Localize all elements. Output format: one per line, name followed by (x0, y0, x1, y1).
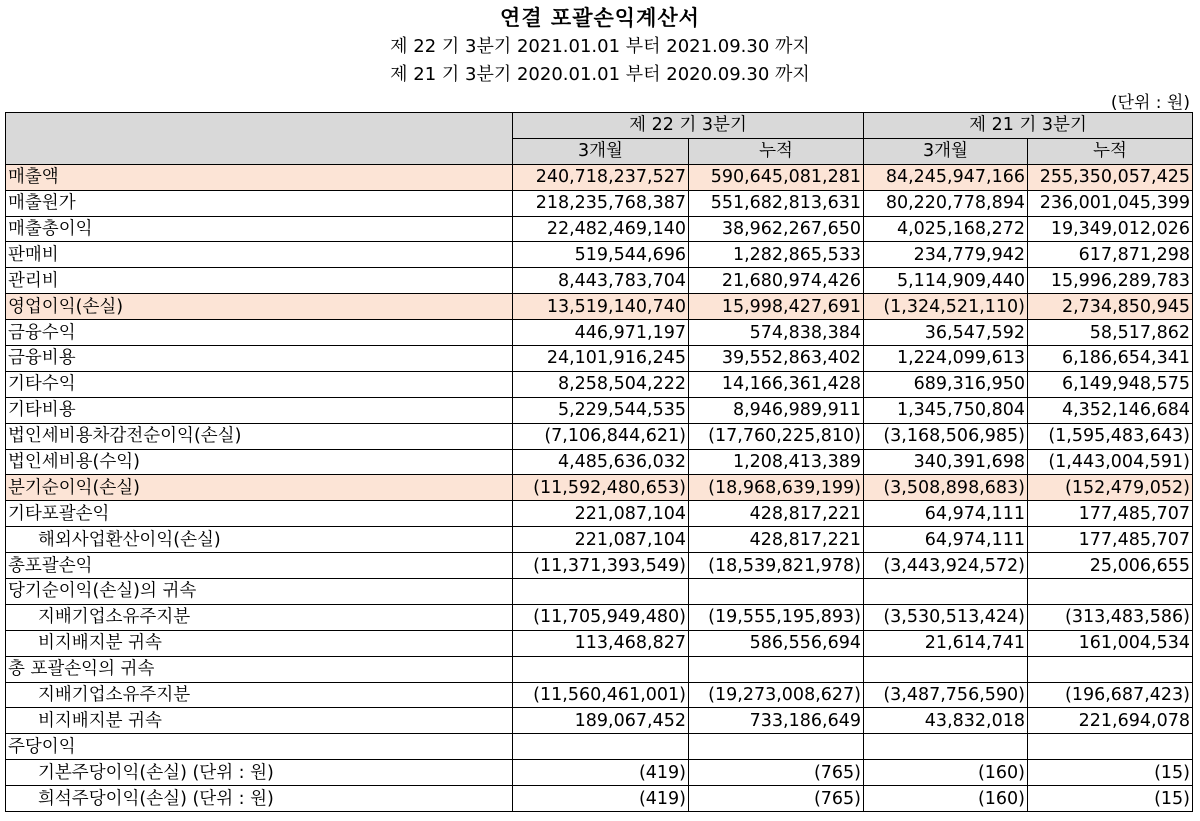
prior-cum-value: 19,349,012,026 (1028, 216, 1193, 242)
table-row (6, 734, 1193, 760)
table-row (6, 164, 1193, 190)
table-row (6, 682, 1193, 708)
prior-cum-value (1028, 579, 1193, 605)
row-label: 매출액 (6, 164, 513, 190)
prior-3m-value: 84,245,947,166 (864, 164, 1028, 190)
unit-label: (단위 : 원) (1110, 93, 1190, 113)
prior-3m-value: 80,220,778,894 (864, 190, 1028, 216)
current-3m-value: 8,258,504,222 (513, 371, 689, 397)
header-row-periods (6, 113, 1193, 139)
current-3m-value: (7,106,844,621) (513, 423, 689, 449)
table-row (6, 630, 1193, 656)
current-cum-value: 8,946,989,911 (689, 397, 864, 423)
prior-cum-value: (196,687,423) (1028, 682, 1193, 708)
prior-cum-value: 255,350,057,425 (1028, 164, 1193, 190)
table-row (6, 760, 1193, 786)
table-row (6, 242, 1193, 268)
current-3m-value: 446,971,197 (513, 320, 689, 346)
table-row (6, 501, 1193, 527)
current-3m-value: 22,482,469,140 (513, 216, 689, 242)
row-label: 금융수익 (6, 320, 513, 346)
table-row (6, 786, 1193, 812)
current-cum-value: 574,838,384 (689, 320, 864, 346)
table-row (6, 268, 1193, 294)
prior-3m-value: 21,614,741 (864, 630, 1028, 656)
current-cum-value (689, 734, 864, 760)
prior-3m-value: 64,974,111 (864, 501, 1028, 527)
current-3m-value: 24,101,916,245 (513, 346, 689, 372)
current-3m-value: (11,560,461,001) (513, 682, 689, 708)
current-3m-value: 221,087,104 (513, 527, 689, 553)
current-3m-value: 240,718,237,527 (513, 164, 689, 190)
table-row (6, 423, 1193, 449)
prior-3m-value: 340,391,698 (864, 449, 1028, 475)
prior-cum-value: (15) (1028, 760, 1193, 786)
prior-3m-value: (160) (864, 786, 1028, 812)
prior-cum-value: (1,443,004,591) (1028, 449, 1193, 475)
current-cum-value: 590,645,081,281 (689, 164, 864, 190)
current-cum-value: 15,998,427,691 (689, 294, 864, 320)
row-label: 지배기업소유주지분 (6, 682, 513, 708)
header-prior-cum: 누적 (1028, 138, 1193, 164)
current-3m-value: 5,229,544,535 (513, 397, 689, 423)
row-label: 기타포괄손익 (6, 501, 513, 527)
row-label: 매출총이익 (6, 216, 513, 242)
table-row (6, 553, 1193, 579)
current-cum-value: 21,680,974,426 (689, 268, 864, 294)
header-current-cum: 누적 (689, 138, 864, 164)
prior-cum-value: 177,485,707 (1028, 527, 1193, 553)
prior-cum-value: 617,871,298 (1028, 242, 1193, 268)
prior-3m-value: 1,345,750,804 (864, 397, 1028, 423)
row-label: 기타비용 (6, 397, 513, 423)
prior-3m-value: (3,508,898,683) (864, 475, 1028, 501)
current-cum-value: (19,273,008,627) (689, 682, 864, 708)
current-3m-value: 519,544,696 (513, 242, 689, 268)
current-cum-value: 39,552,863,402 (689, 346, 864, 372)
current-cum-value: 1,208,413,389 (689, 449, 864, 475)
row-label: 법인세비용차감전순이익(손실) (6, 423, 513, 449)
row-label: 총 포괄손익의 귀속 (6, 656, 513, 682)
current-cum-value: 428,817,221 (689, 501, 864, 527)
current-cum-value: 586,556,694 (689, 630, 864, 656)
row-label: 지배기업소유주지분 (6, 604, 513, 630)
current-cum-value: 428,817,221 (689, 527, 864, 553)
current-cum-value: 14,166,361,428 (689, 371, 864, 397)
table-row (6, 397, 1193, 423)
prior-3m-value: (3,443,924,572) (864, 553, 1028, 579)
prior-cum-value: 6,149,948,575 (1028, 371, 1193, 397)
current-3m-value (513, 579, 689, 605)
income-statement-table (5, 112, 1193, 812)
prior-cum-value: 58,517,862 (1028, 320, 1193, 346)
prior-3m-value (864, 579, 1028, 605)
current-cum-value: (19,555,195,893) (689, 604, 864, 630)
current-3m-value (513, 734, 689, 760)
statement-title: 연결 포괄손익계산서 (500, 6, 700, 30)
current-cum-value: 1,282,865,533 (689, 242, 864, 268)
prior-cum-value: 6,186,654,341 (1028, 346, 1193, 372)
prior-cum-value: 221,694,078 (1028, 708, 1193, 734)
current-3m-value: 13,519,140,740 (513, 294, 689, 320)
prior-3m-value: 5,114,909,440 (864, 268, 1028, 294)
row-label: 영업이익(손실) (6, 294, 513, 320)
table-row (6, 320, 1193, 346)
prior-3m-value: 4,025,168,272 (864, 216, 1028, 242)
current-3m-value: 189,067,452 (513, 708, 689, 734)
current-3m-value (513, 656, 689, 682)
current-3m-value: (11,592,480,653) (513, 475, 689, 501)
table-row (6, 579, 1193, 605)
current-3m-value: 218,235,768,387 (513, 190, 689, 216)
current-cum-value: 38,962,267,650 (689, 216, 864, 242)
prior-3m-value: 689,316,950 (864, 371, 1028, 397)
prior-3m-value: (160) (864, 760, 1028, 786)
row-label: 기본주당이익(손실) (단위 : 원) (6, 760, 513, 786)
prior-3m-value (864, 656, 1028, 682)
current-cum-value (689, 579, 864, 605)
table-row (6, 604, 1193, 630)
prior-3m-value: (3,530,513,424) (864, 604, 1028, 630)
row-label: 총포괄손익 (6, 553, 513, 579)
period-current: 제 22 기 3분기 2021.01.01 부터 2021.09.30 까지 (390, 36, 810, 57)
table-row (6, 346, 1193, 372)
prior-cum-value: (152,479,052) (1028, 475, 1193, 501)
row-label: 해외사업환산이익(손실) (6, 527, 513, 553)
current-3m-value: 221,087,104 (513, 501, 689, 527)
prior-3m-value: (3,168,506,985) (864, 423, 1028, 449)
prior-3m-value: (1,324,521,110) (864, 294, 1028, 320)
prior-cum-value: 161,004,534 (1028, 630, 1193, 656)
current-cum-value (689, 656, 864, 682)
prior-3m-value: 36,547,592 (864, 320, 1028, 346)
current-3m-value: (419) (513, 786, 689, 812)
table-row (6, 656, 1193, 682)
row-label: 관리비 (6, 268, 513, 294)
prior-3m-value: (3,487,756,590) (864, 682, 1028, 708)
current-cum-value: (17,760,225,810) (689, 423, 864, 449)
row-label: 비지배지분 귀속 (6, 708, 513, 734)
prior-cum-value: (313,483,586) (1028, 604, 1193, 630)
current-cum-value: 551,682,813,631 (689, 190, 864, 216)
current-cum-value: 733,186,649 (689, 708, 864, 734)
current-cum-value: (765) (689, 760, 864, 786)
prior-cum-value: 236,001,045,399 (1028, 190, 1193, 216)
current-cum-value: (18,968,639,199) (689, 475, 864, 501)
row-label: 비지배지분 귀속 (6, 630, 513, 656)
prior-cum-value (1028, 734, 1193, 760)
prior-cum-value: 25,006,655 (1028, 553, 1193, 579)
current-cum-value: (765) (689, 786, 864, 812)
period-prior: 제 21 기 3분기 2020.01.01 부터 2020.09.30 까지 (390, 64, 810, 85)
header-current-3m: 3개월 (513, 138, 689, 164)
row-label: 주당이익 (6, 734, 513, 760)
row-label: 법인세비용(수익) (6, 449, 513, 475)
table-row (6, 449, 1193, 475)
prior-cum-value: 177,485,707 (1028, 501, 1193, 527)
prior-cum-value: 4,352,146,684 (1028, 397, 1193, 423)
prior-cum-value: 15,996,289,783 (1028, 268, 1193, 294)
current-3m-value: (11,705,949,480) (513, 604, 689, 630)
table-row (6, 190, 1193, 216)
table-row (6, 371, 1193, 397)
prior-cum-value: 2,734,850,945 (1028, 294, 1193, 320)
prior-3m-value (864, 734, 1028, 760)
prior-3m-value: 1,224,099,613 (864, 346, 1028, 372)
header-prior-3m: 3개월 (864, 138, 1028, 164)
header-current-period: 제 22 기 3분기 (513, 113, 864, 139)
row-label: 금융비용 (6, 346, 513, 372)
prior-3m-value: 64,974,111 (864, 527, 1028, 553)
prior-cum-value: (1,595,483,643) (1028, 423, 1193, 449)
current-3m-value: 8,443,783,704 (513, 268, 689, 294)
prior-3m-value: 43,832,018 (864, 708, 1028, 734)
row-label: 기타수익 (6, 371, 513, 397)
row-label: 당기순이익(손실)의 귀속 (6, 579, 513, 605)
row-label: 판매비 (6, 242, 513, 268)
table-row (6, 708, 1193, 734)
header-prior-period: 제 21 기 3분기 (864, 113, 1193, 139)
current-3m-value: 4,485,636,032 (513, 449, 689, 475)
row-label: 희석주당이익(손실) (단위 : 원) (6, 786, 513, 812)
current-cum-value: (18,539,821,978) (689, 553, 864, 579)
current-3m-value: 113,468,827 (513, 630, 689, 656)
table-row (6, 216, 1193, 242)
header-blank (6, 113, 513, 165)
row-label: 매출원가 (6, 190, 513, 216)
prior-cum-value: (15) (1028, 786, 1193, 812)
table-row (6, 527, 1193, 553)
prior-cum-value (1028, 656, 1193, 682)
current-3m-value: (11,371,393,549) (513, 553, 689, 579)
table-row (6, 294, 1193, 320)
current-3m-value: (419) (513, 760, 689, 786)
row-label: 분기순이익(손실) (6, 475, 513, 501)
prior-3m-value: 234,779,942 (864, 242, 1028, 268)
table-row (6, 475, 1193, 501)
